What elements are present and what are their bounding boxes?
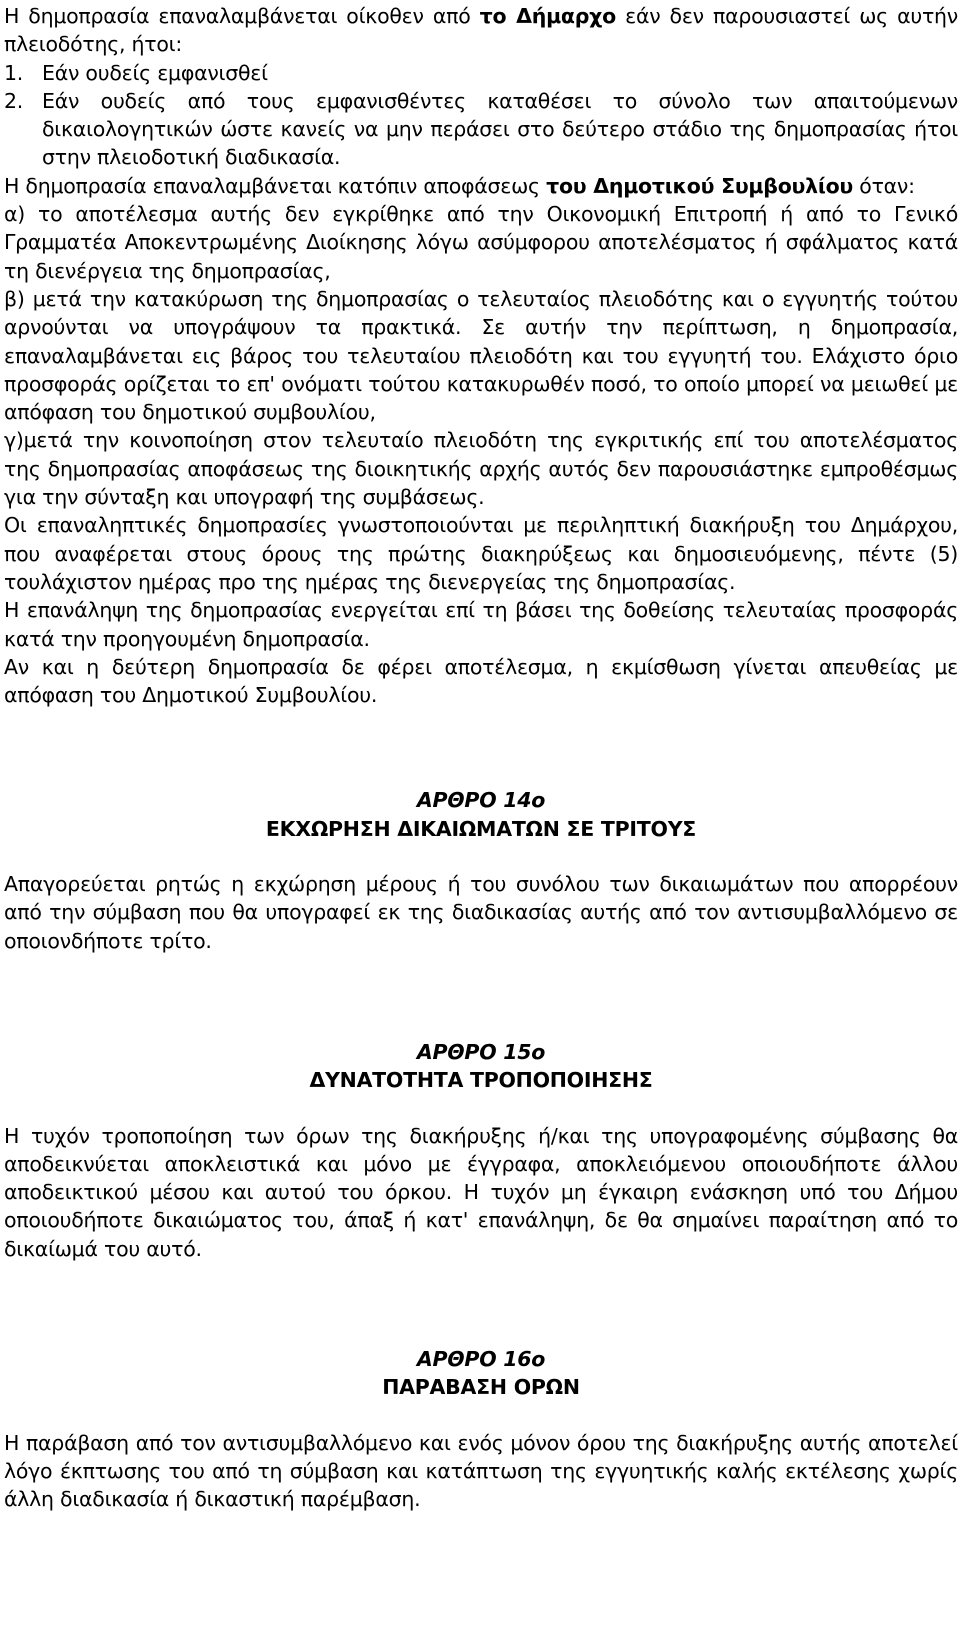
council-text-post: όταν: bbox=[853, 173, 915, 198]
second-auction-paragraph: Αν και η δεύτερη δημοπρασία δε φέρει αποτέλεσμα, η εκμίσθωση γίνεται απευθείας με απόφαση του Δημοτικού Συμβουλίου. bbox=[4, 654, 958, 708]
article-number: ΑΡΘΡΟ 15ο bbox=[416, 1039, 546, 1064]
intro-paragraph-repeat-by-council bbox=[4, 172, 958, 200]
list-item-number: 2. bbox=[4, 88, 24, 113]
condition-c-paragraph: γ)μετά την κοινοποίηση στον τελευταίο πλειοδότη της εγκριτικής επί του αποτελέσματος της δημοπρασίας αποφάσεως της διοικητικής αρχής αυτός δεν παρουσιάστηκε εμπροθέσμως για την σύνταξη και υπογραφή της συμβάσεως. bbox=[4, 428, 958, 510]
article-16-body: Η παράβαση από τον αντισυμβαλλόμενο και ενός μόνον όρου της διακήρυξης αυτής αποτελεί λόγο έκπτωσης του από τη σύμβαση και κατάπτωση της εγγυητικής καλής εκτέλεσης χωρίς άλλη διαδικασία ή δικαστική παρέμβαση. bbox=[4, 1430, 958, 1512]
list-item bbox=[4, 59, 958, 87]
article-14-heading bbox=[4, 786, 958, 843]
article-title: ΔΥΝΑΤΟΤΗΤΑ ΤΡΟΠΟΠΟΙΗΣΗΣ bbox=[309, 1068, 653, 1093]
article-number: ΑΡΘΡΟ 16ο bbox=[416, 1346, 546, 1371]
list-item-text: Εάν ουδείς εμφανισθεί bbox=[42, 60, 268, 85]
intro-text-pre: Η δημοπρασία επαναλαμβάνεται οίκοθεν από bbox=[4, 4, 480, 28]
article-15-heading bbox=[4, 1038, 958, 1095]
spacer bbox=[4, 843, 958, 870]
spacer bbox=[4, 1263, 958, 1345]
article-title: ΕΚΧΩΡΗΣΗ ΔΙΚΑΙΩΜΑΤΩΝ ΣΕ ΤΡΙΤΟΥΣ bbox=[265, 816, 697, 841]
intro-paragraph-repeat-by-mayor bbox=[4, 2, 958, 59]
spacer bbox=[4, 709, 958, 786]
condition-a-paragraph: α) το αποτέλεσμα αυτής δεν εγκρίθηκε από την Οικονομική Επιτροπή ή από το Γενικό Γραμματέα Αποκεντρωμένης Διοίκησης λόγω ασύμφορου αποτελέσματος ή σφάλματος κατά τη διενέργεια της δημοπρασίας, bbox=[4, 202, 958, 283]
article-15-body: Η τυχόν τροποποίηση των όρων της διακήρυξης ή/και της υπογραφομένης σύμβασης θα αποδεικνύεται αποκλειστικά και μόνο με έγγραφα, αποκλειόμενου οποιουδήποτε άλλου αποδεικτικού μέσου και αυτού του όρκου. Η τυχόν μη έγκαιρη ενάσκηση υπό του Δήμου οποιουδήποτε δικαιώματος του, άπαξ ή κατ' επανάληψη, δε θα σημαίνει παραίτηση από το δικαίωμά του αυτό. bbox=[4, 1123, 958, 1261]
spacer bbox=[4, 1402, 958, 1429]
council-text-bold: του Δημοτικού Συμβουλίου bbox=[546, 173, 854, 198]
list-item bbox=[4, 87, 958, 172]
spacer bbox=[4, 1095, 958, 1122]
repeat-announcement-paragraph: Οι επαναληπτικές δημοπρασίες γνωστοποιούνται με περιληπτική διακήρυξη του Δημάρχου, που αναφέρεται στους όρους της πρώτης διακηρύξεως και δημοσιευόμενης, πέντε (5) τουλάχιστον ημέρας προ της ημέρας της διενεργείας της δημοπρασίας. bbox=[4, 513, 958, 594]
repeat-basis-paragraph: Η επανάληψη της δημοπρασίας ενεργείται επί τη βάσει της δοθείσης τελευταίας προσφοράς κατά την προηγουμένη δημοπρασία. bbox=[4, 598, 958, 651]
list-item-number: 1. bbox=[4, 60, 24, 85]
council-text-pre: Η δημοπρασία επαναλαμβάνεται κατόπιν αποφάσεως bbox=[4, 173, 547, 198]
conditions-list bbox=[4, 59, 958, 172]
intro-text-bold-mayor: το Δήμαρχο bbox=[479, 4, 616, 28]
spacer bbox=[4, 955, 958, 1038]
condition-b-paragraph: β) μετά την κατακύρωση της δημοπρασίας ο τελευταίος πλειοδότης και ο εγγυητής τούτου αρνούνται να υπογράψουν τα πρακτικά. Σε αυτήν την περίπτωση, η δημοπρασία, επαναλαμβάνεται εις βάρος του τελευταίου πλειοδότη και του εγγυητή του. Ελάχιστο όριο προσφοράς ορίζεται το επ' ονόματι τούτου κατακυρωθέν ποσό, το οποίο μπορεί να μειωθεί με απόφαση του δημοτικού συμβουλίου, bbox=[4, 286, 958, 425]
list-item-text: Εάν ουδείς από τους εμφανισθέντες καταθέσει το σύνολο των απαιτούμενων δικαιολογητικών ώστε κανείς να μην περάσει στο δεύτερο στάδιο της δημοπρασίας ήτοι στην πλειοδοτική διαδικασία. bbox=[42, 88, 958, 170]
article-title: ΠΑΡΑΒΑΣΗ ΟΡΩΝ bbox=[382, 1375, 580, 1400]
intro-text-post: εάν δεν παρουσιαστεί ως αυτήν πλειοδότης, ήτοι: bbox=[4, 4, 958, 57]
article-16-heading bbox=[4, 1345, 958, 1402]
article-14-body: Απαγορεύεται ρητώς η εκχώρηση μέρους ή του συνόλου των δικαιωμάτων που απορρέουν από την σύμβαση που θα υπογραφεί εκ της διαδικασίας αυτής από τον αντισυμβαλλόμενο σε οποιονδήποτε τρίτο. bbox=[4, 872, 958, 953]
article-number: ΑΡΘΡΟ 14ο bbox=[416, 788, 546, 813]
